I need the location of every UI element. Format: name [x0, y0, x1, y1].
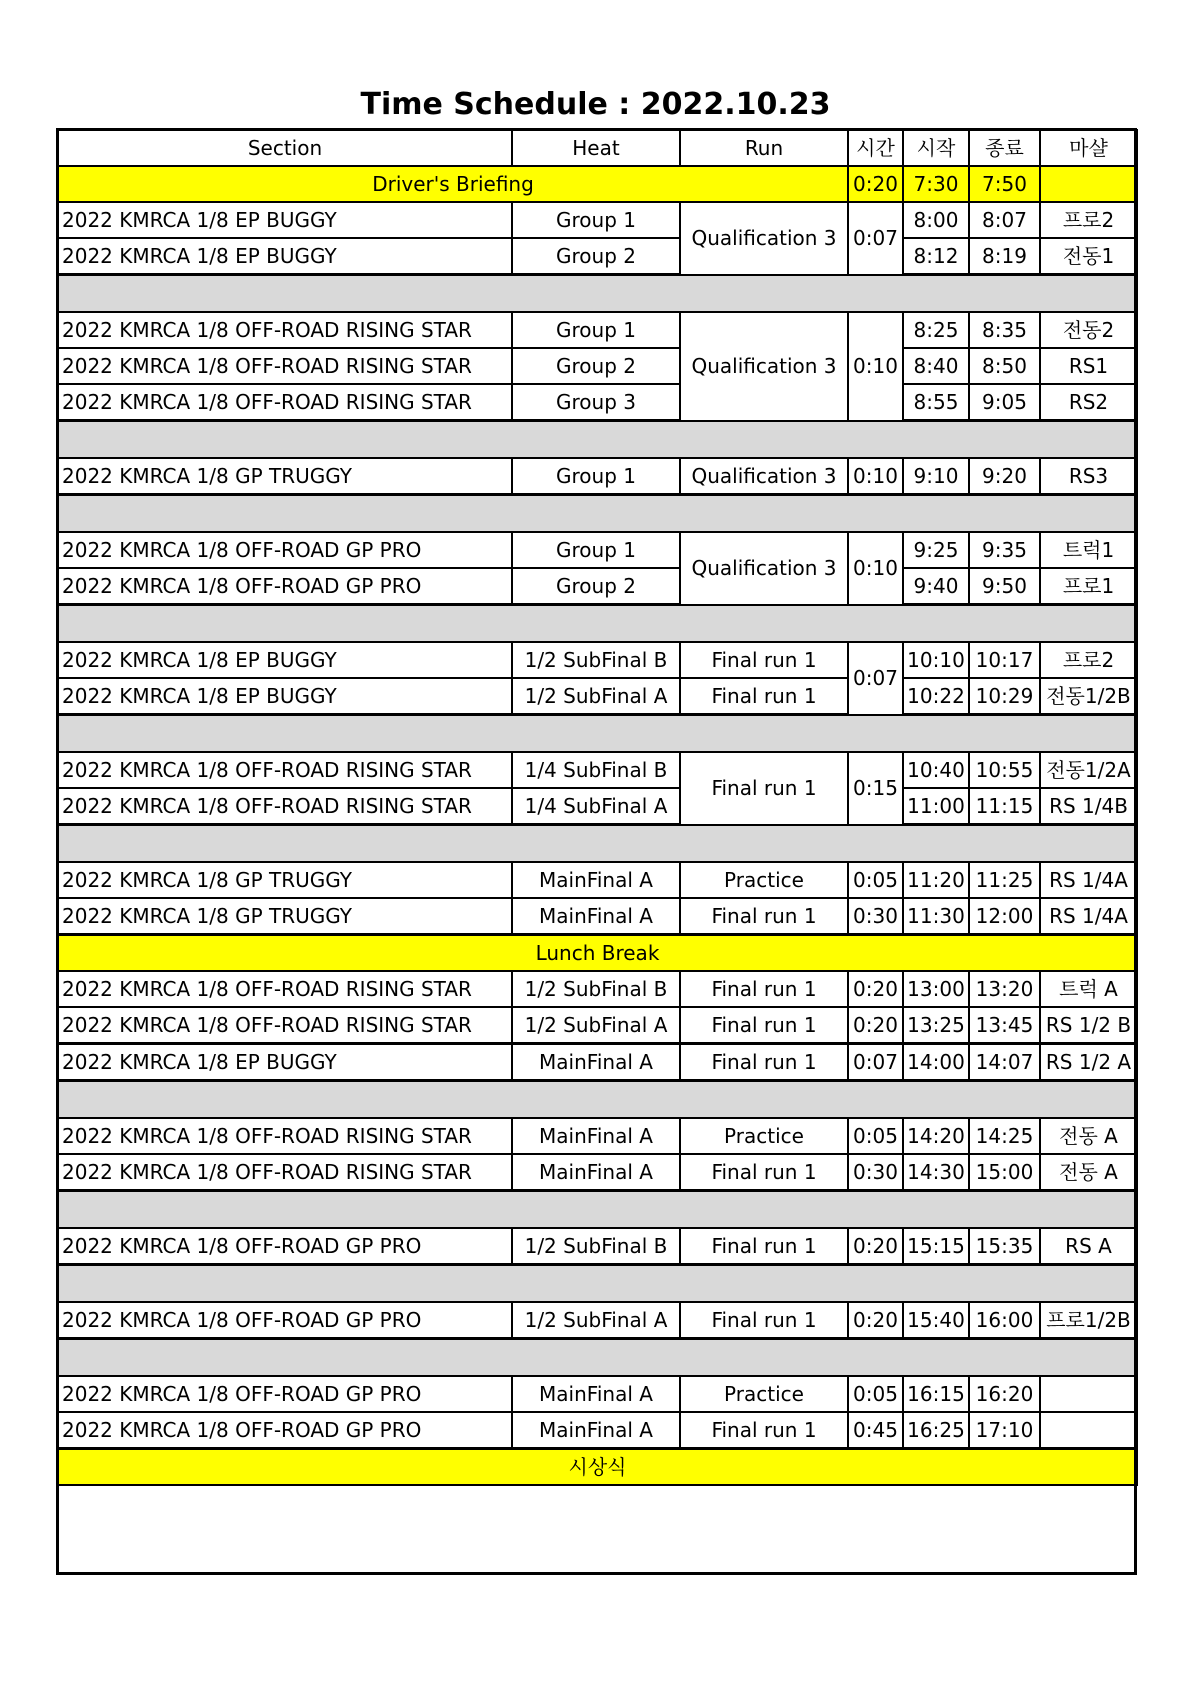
spacer-cell	[58, 1191, 1137, 1229]
spacer-cell	[58, 1081, 1137, 1119]
start-cell: 10:10	[903, 642, 969, 678]
table-row	[58, 862, 1137, 898]
section-cell: 2022 KMRCA 1/8 OFF-ROAD GP PRO	[58, 1376, 512, 1412]
schedule-table	[57, 129, 1138, 1486]
marshal-cell: 프로1/2B	[1040, 1302, 1137, 1339]
duration-cell: 0:45	[848, 1412, 903, 1449]
marshal-cell: 전동2	[1040, 312, 1137, 348]
marshal-cell: RS 1/2 B	[1040, 1007, 1137, 1044]
marshal-cell: RS 1/4A	[1040, 898, 1137, 935]
duration-cell: 0:20	[848, 971, 903, 1007]
section-cell: 2022 KMRCA 1/8 OFF-ROAD GP PRO	[58, 1228, 512, 1265]
heat-cell: 1/2 SubFinal A	[512, 1007, 680, 1044]
start-cell: 9:10	[903, 458, 969, 495]
table-row	[58, 1302, 1137, 1339]
run-cell: Final run 1	[680, 1154, 848, 1191]
table-row	[58, 1007, 1137, 1044]
end-cell: 15:00	[969, 1154, 1040, 1191]
marshal-cell: 전동 A	[1040, 1154, 1137, 1191]
spacer-row	[58, 275, 1137, 313]
start-cell: 14:00	[903, 1044, 969, 1081]
spacer-row	[58, 1191, 1137, 1229]
section-cell: 2022 KMRCA 1/8 OFF-ROAD GP PRO	[58, 1302, 512, 1339]
duration-cell: 0:15	[848, 752, 903, 825]
section-cell: 2022 KMRCA 1/8 EP BUGGY	[58, 202, 512, 238]
duration-cell: 0:20	[848, 1302, 903, 1339]
spacer-cell	[58, 495, 1137, 533]
spacer-row	[58, 1339, 1137, 1377]
spacer-cell	[58, 421, 1137, 459]
spacer-row	[58, 1265, 1137, 1303]
run-cell: Practice	[680, 1376, 848, 1412]
start-cell: 15:40	[903, 1302, 969, 1339]
table-row	[58, 1118, 1137, 1154]
marshal-cell: RS2	[1040, 384, 1137, 421]
table-row	[58, 202, 1137, 238]
heat-cell: 1/2 SubFinal B	[512, 1228, 680, 1265]
spacer-cell	[58, 1339, 1137, 1377]
run-cell: Final run 1	[680, 898, 848, 935]
table-row	[58, 458, 1137, 495]
spacer-row	[58, 715, 1137, 753]
end-cell: 8:07	[969, 202, 1040, 238]
section-cell: 2022 KMRCA 1/8 GP TRUGGY	[58, 898, 512, 935]
heat-cell: Group 2	[512, 348, 680, 384]
end-cell: 11:25	[969, 862, 1040, 898]
section-cell: 2022 KMRCA 1/8 OFF-ROAD RISING STAR	[58, 384, 512, 421]
start-cell: 8:25	[903, 312, 969, 348]
heat-cell: MainFinal A	[512, 1376, 680, 1412]
spacer-cell	[58, 275, 1137, 313]
heat-cell: Group 1	[512, 202, 680, 238]
start-cell: 8:55	[903, 384, 969, 421]
end-cell: 8:19	[969, 238, 1040, 275]
start-cell: 15:15	[903, 1228, 969, 1265]
start-cell: 8:00	[903, 202, 969, 238]
header-marshal: 마샬	[1040, 130, 1137, 166]
table-row	[58, 532, 1137, 568]
lunch-label: Lunch Break	[58, 935, 1137, 972]
briefing-marshal	[1040, 166, 1137, 202]
header-row	[58, 130, 1137, 166]
end-cell: 13:20	[969, 971, 1040, 1007]
marshal-cell	[1040, 1376, 1137, 1412]
section-cell: 2022 KMRCA 1/8 EP BUGGY	[58, 1044, 512, 1081]
heat-cell: MainFinal A	[512, 1044, 680, 1081]
heat-cell: Group 1	[512, 532, 680, 568]
duration-cell: 0:10	[848, 532, 903, 605]
heat-cell: 1/2 SubFinal A	[512, 1302, 680, 1339]
table-row	[58, 788, 1137, 825]
spacer-cell	[58, 715, 1137, 753]
section-cell: 2022 KMRCA 1/8 EP BUGGY	[58, 642, 512, 678]
section-cell: 2022 KMRCA 1/8 OFF-ROAD RISING STAR	[58, 348, 512, 384]
start-cell: 16:25	[903, 1412, 969, 1449]
section-cell: 2022 KMRCA 1/8 EP BUGGY	[58, 238, 512, 275]
start-cell: 14:20	[903, 1118, 969, 1154]
marshal-cell: 프로1	[1040, 568, 1137, 605]
end-cell: 8:35	[969, 312, 1040, 348]
table-row	[58, 1044, 1137, 1081]
table-row	[58, 678, 1137, 715]
run-cell: Qualification 3	[680, 458, 848, 495]
table-row	[58, 642, 1137, 678]
spacer-cell	[58, 605, 1137, 643]
heat-cell: 1/2 SubFinal B	[512, 971, 680, 1007]
header-end: 종료	[969, 130, 1040, 166]
duration-cell: 0:30	[848, 1154, 903, 1191]
table-row	[58, 752, 1137, 788]
run-cell: Final run 1	[680, 1228, 848, 1265]
start-cell: 13:25	[903, 1007, 969, 1044]
start-cell: 8:12	[903, 238, 969, 275]
table-row	[58, 1412, 1137, 1449]
duration-cell: 0:10	[848, 312, 903, 421]
marshal-cell: 트럭1	[1040, 532, 1137, 568]
section-cell: 2022 KMRCA 1/8 EP BUGGY	[58, 678, 512, 715]
duration-cell: 0:07	[848, 642, 903, 715]
section-cell: 2022 KMRCA 1/8 OFF-ROAD GP PRO	[58, 1412, 512, 1449]
section-cell: 2022 KMRCA 1/8 OFF-ROAD RISING STAR	[58, 1118, 512, 1154]
run-cell: Final run 1	[680, 971, 848, 1007]
heat-cell: MainFinal A	[512, 898, 680, 935]
spacer-row	[58, 825, 1137, 863]
page-title: Time Schedule : 2022.10.23	[360, 87, 831, 122]
marshal-cell: RS3	[1040, 458, 1137, 495]
section-cell: 2022 KMRCA 1/8 OFF-ROAD GP PRO	[58, 532, 512, 568]
end-cell: 16:00	[969, 1302, 1040, 1339]
heat-cell: 1/4 SubFinal A	[512, 788, 680, 825]
table-row	[58, 898, 1137, 935]
end-cell: 13:45	[969, 1007, 1040, 1044]
heat-cell: MainFinal A	[512, 1412, 680, 1449]
section-cell: 2022 KMRCA 1/8 GP TRUGGY	[58, 458, 512, 495]
start-cell: 10:22	[903, 678, 969, 715]
run-cell: Qualification 3	[680, 532, 848, 605]
duration-cell: 0:30	[848, 898, 903, 935]
marshal-cell: 트럭 A	[1040, 971, 1137, 1007]
marshal-cell: 프로2	[1040, 202, 1137, 238]
section-cell: 2022 KMRCA 1/8 OFF-ROAD RISING STAR	[58, 788, 512, 825]
run-cell: Practice	[680, 1118, 848, 1154]
briefing-duration: 0:20	[848, 166, 903, 202]
briefing-start: 7:30	[903, 166, 969, 202]
table-row	[58, 1154, 1137, 1191]
spacer-row	[58, 421, 1137, 459]
start-cell: 9:25	[903, 532, 969, 568]
table-row	[58, 384, 1137, 421]
duration-cell: 0:05	[848, 1118, 903, 1154]
marshal-cell: RS 1/2 A	[1040, 1044, 1137, 1081]
end-cell: 17:10	[969, 1412, 1040, 1449]
table-row	[58, 1228, 1137, 1265]
run-cell: Final run 1	[680, 752, 848, 825]
start-cell: 11:30	[903, 898, 969, 935]
start-cell: 10:40	[903, 752, 969, 788]
start-cell: 14:30	[903, 1154, 969, 1191]
run-cell: Final run 1	[680, 1044, 848, 1081]
end-cell: 14:25	[969, 1118, 1040, 1154]
heat-cell: Group 2	[512, 238, 680, 275]
table-row	[58, 971, 1137, 1007]
duration-cell: 0:10	[848, 458, 903, 495]
duration-cell: 0:20	[848, 1228, 903, 1265]
marshal-cell: RS 1/4A	[1040, 862, 1137, 898]
header-start: 시작	[903, 130, 969, 166]
duration-cell: 0:20	[848, 1007, 903, 1044]
header-section: Section	[58, 130, 512, 166]
start-cell: 11:00	[903, 788, 969, 825]
heat-cell: 1/2 SubFinal B	[512, 642, 680, 678]
start-cell: 8:40	[903, 348, 969, 384]
end-cell: 9:05	[969, 384, 1040, 421]
briefing-label: Driver's Briefing	[58, 166, 848, 202]
end-cell: 8:50	[969, 348, 1040, 384]
duration-cell: 0:05	[848, 1376, 903, 1412]
spacer-cell	[58, 1265, 1137, 1303]
heat-cell: Group 1	[512, 458, 680, 495]
spacer-row	[58, 1081, 1137, 1119]
table-row	[58, 348, 1137, 384]
marshal-cell: 전동1	[1040, 238, 1137, 275]
heat-cell: MainFinal A	[512, 1118, 680, 1154]
table-row	[58, 1376, 1137, 1412]
run-cell: Qualification 3	[680, 312, 848, 421]
heat-cell: Group 2	[512, 568, 680, 605]
heat-cell: MainFinal A	[512, 862, 680, 898]
duration-cell: 0:05	[848, 862, 903, 898]
end-cell: 14:07	[969, 1044, 1040, 1081]
heat-cell: Group 1	[512, 312, 680, 348]
ceremony-row	[58, 1449, 1137, 1486]
run-cell: Final run 1	[680, 1412, 848, 1449]
marshal-cell: RS A	[1040, 1228, 1137, 1265]
end-cell: 11:15	[969, 788, 1040, 825]
end-cell: 10:17	[969, 642, 1040, 678]
header-duration: 시간	[848, 130, 903, 166]
ceremony-label: 시상식	[58, 1449, 1137, 1486]
end-cell: 15:35	[969, 1228, 1040, 1265]
marshal-cell: RS1	[1040, 348, 1137, 384]
duration-cell: 0:07	[848, 202, 903, 275]
table-row	[58, 312, 1137, 348]
table-row	[58, 238, 1137, 275]
marshal-cell: 전동1/2A	[1040, 752, 1137, 788]
end-cell: 9:35	[969, 532, 1040, 568]
duration-cell: 0:07	[848, 1044, 903, 1081]
end-cell: 16:20	[969, 1376, 1040, 1412]
marshal-cell: 전동1/2B	[1040, 678, 1137, 715]
marshal-cell: 전동 A	[1040, 1118, 1137, 1154]
run-cell: Final run 1	[680, 1302, 848, 1339]
section-cell: 2022 KMRCA 1/8 OFF-ROAD GP PRO	[58, 568, 512, 605]
end-cell: 9:50	[969, 568, 1040, 605]
section-cell: 2022 KMRCA 1/8 OFF-ROAD RISING STAR	[58, 971, 512, 1007]
start-cell: 16:15	[903, 1376, 969, 1412]
section-cell: 2022 KMRCA 1/8 OFF-ROAD RISING STAR	[58, 1154, 512, 1191]
header-run: Run	[680, 130, 848, 166]
run-cell: Final run 1	[680, 1007, 848, 1044]
run-cell: Qualification 3	[680, 202, 848, 275]
marshal-cell: RS 1/4B	[1040, 788, 1137, 825]
table-row	[58, 568, 1137, 605]
start-cell: 13:00	[903, 971, 969, 1007]
section-cell: 2022 KMRCA 1/8 OFF-ROAD RISING STAR	[58, 752, 512, 788]
start-cell: 11:20	[903, 862, 969, 898]
lunch-row	[58, 935, 1137, 972]
section-cell: 2022 KMRCA 1/8 OFF-ROAD RISING STAR	[58, 1007, 512, 1044]
spacer-row	[58, 605, 1137, 643]
end-cell: 10:55	[969, 752, 1040, 788]
run-cell: Final run 1	[680, 642, 848, 678]
heat-cell: 1/4 SubFinal B	[512, 752, 680, 788]
briefing-row	[58, 166, 1137, 202]
end-cell: 9:20	[969, 458, 1040, 495]
heat-cell: 1/2 SubFinal A	[512, 678, 680, 715]
marshal-cell	[1040, 1412, 1137, 1449]
end-cell: 10:29	[969, 678, 1040, 715]
run-cell: Practice	[680, 862, 848, 898]
section-cell: 2022 KMRCA 1/8 GP TRUGGY	[58, 862, 512, 898]
spacer-cell	[58, 825, 1137, 863]
spacer-row	[58, 495, 1137, 533]
start-cell: 9:40	[903, 568, 969, 605]
briefing-end: 7:50	[969, 166, 1040, 202]
header-heat: Heat	[512, 130, 680, 166]
end-cell: 12:00	[969, 898, 1040, 935]
marshal-cell: 프로2	[1040, 642, 1137, 678]
run-cell: Final run 1	[680, 678, 848, 715]
section-cell: 2022 KMRCA 1/8 OFF-ROAD RISING STAR	[58, 312, 512, 348]
heat-cell: MainFinal A	[512, 1154, 680, 1191]
heat-cell: Group 3	[512, 384, 680, 421]
